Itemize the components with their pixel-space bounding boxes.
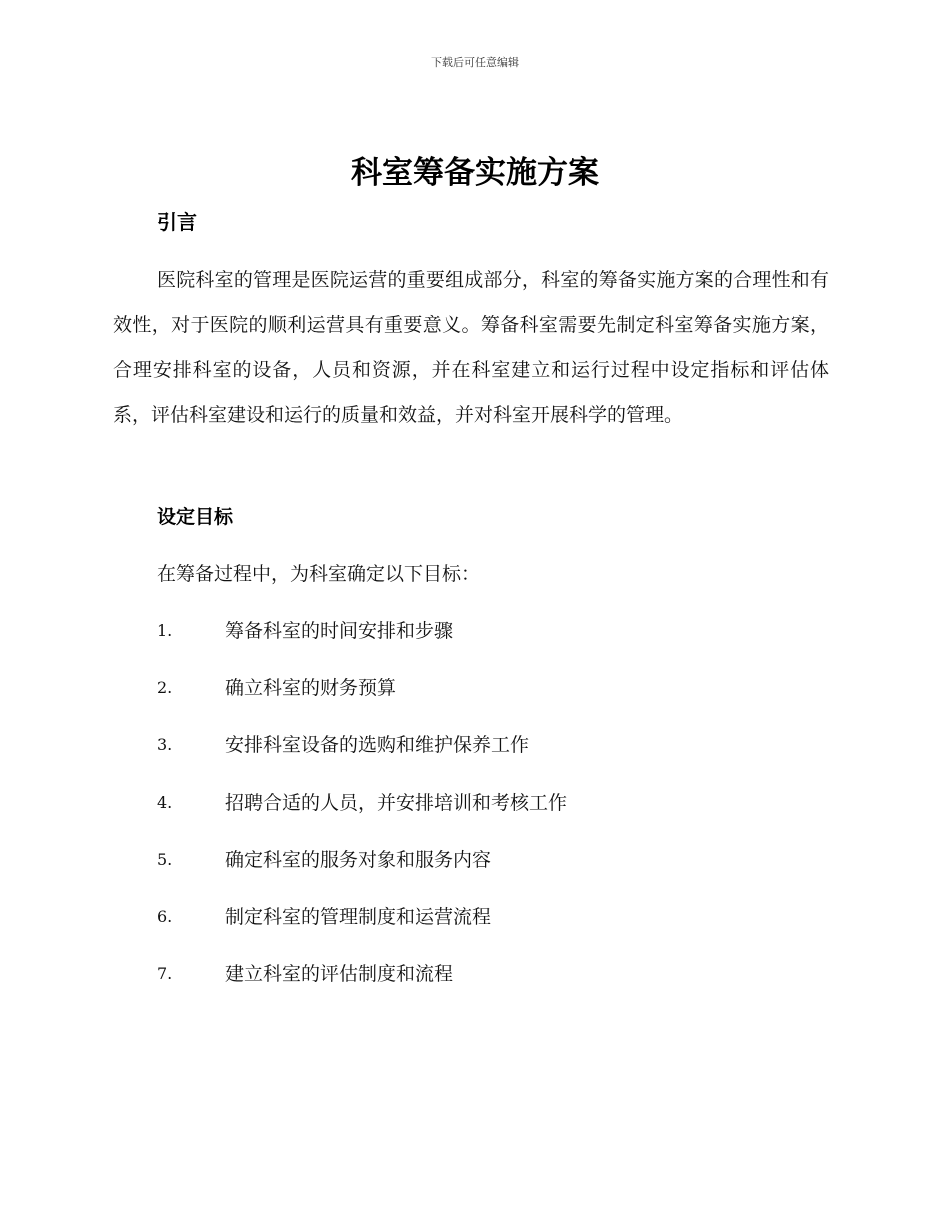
goal-number: 1. <box>157 621 173 640</box>
goal-number: 5. <box>157 849 173 869</box>
goal-item <box>157 902 567 959</box>
goal-text: 确立科室的财务预算 <box>225 677 397 700</box>
goal-item <box>157 959 567 1016</box>
header-note: 下载后可任意编辑 <box>431 56 519 69</box>
goal-number: 4. <box>157 792 173 812</box>
goal-item <box>157 673 567 730</box>
goal-number: 7. <box>157 964 173 984</box>
goals-heading: 设定目标 <box>157 506 234 528</box>
goal-text: 招聘合适的人员，并安排培训和考核工作 <box>225 791 568 814</box>
goal-number: 2. <box>157 678 173 698</box>
goal-text: 建立科室的评估制度和流程 <box>225 963 454 986</box>
goal-item <box>157 788 567 845</box>
intro-heading: 引言 <box>157 210 197 234</box>
goal-number: 6. <box>157 906 173 926</box>
goal-list <box>157 616 567 1016</box>
goal-item <box>157 845 567 902</box>
goal-text: 安排科室设备的选购和维护保养工作 <box>225 734 530 757</box>
goals-lead-text: 在筹备过程中，为科室确定以下目标： <box>157 563 481 585</box>
document-title: 科室筹备实施方案 <box>351 155 599 191</box>
goal-number: 3. <box>157 735 173 755</box>
goal-text: 制定科室的管理制度和运营流程 <box>225 905 492 928</box>
goal-item <box>157 730 567 787</box>
intro-paragraph: 医院科室的管理是医院运营的重要组成部分，科室的筹备实施方案的合理性和有效性，对于医院的顺利运营具有重要意义。筹备科室需要先制定科室筹备实施方案，合理安排科室的设备，人员和资源，并在科室建立和运行过程中设定指标和评估体系，评估科室建设和运行的质量和效益，并对科室开展科学的管理。 <box>113 269 829 426</box>
goal-text: 筹备科室的时间安排和步骤 <box>225 620 454 642</box>
goal-text: 确定科室的服务对象和服务内容 <box>225 848 492 871</box>
goal-item <box>157 616 567 673</box>
